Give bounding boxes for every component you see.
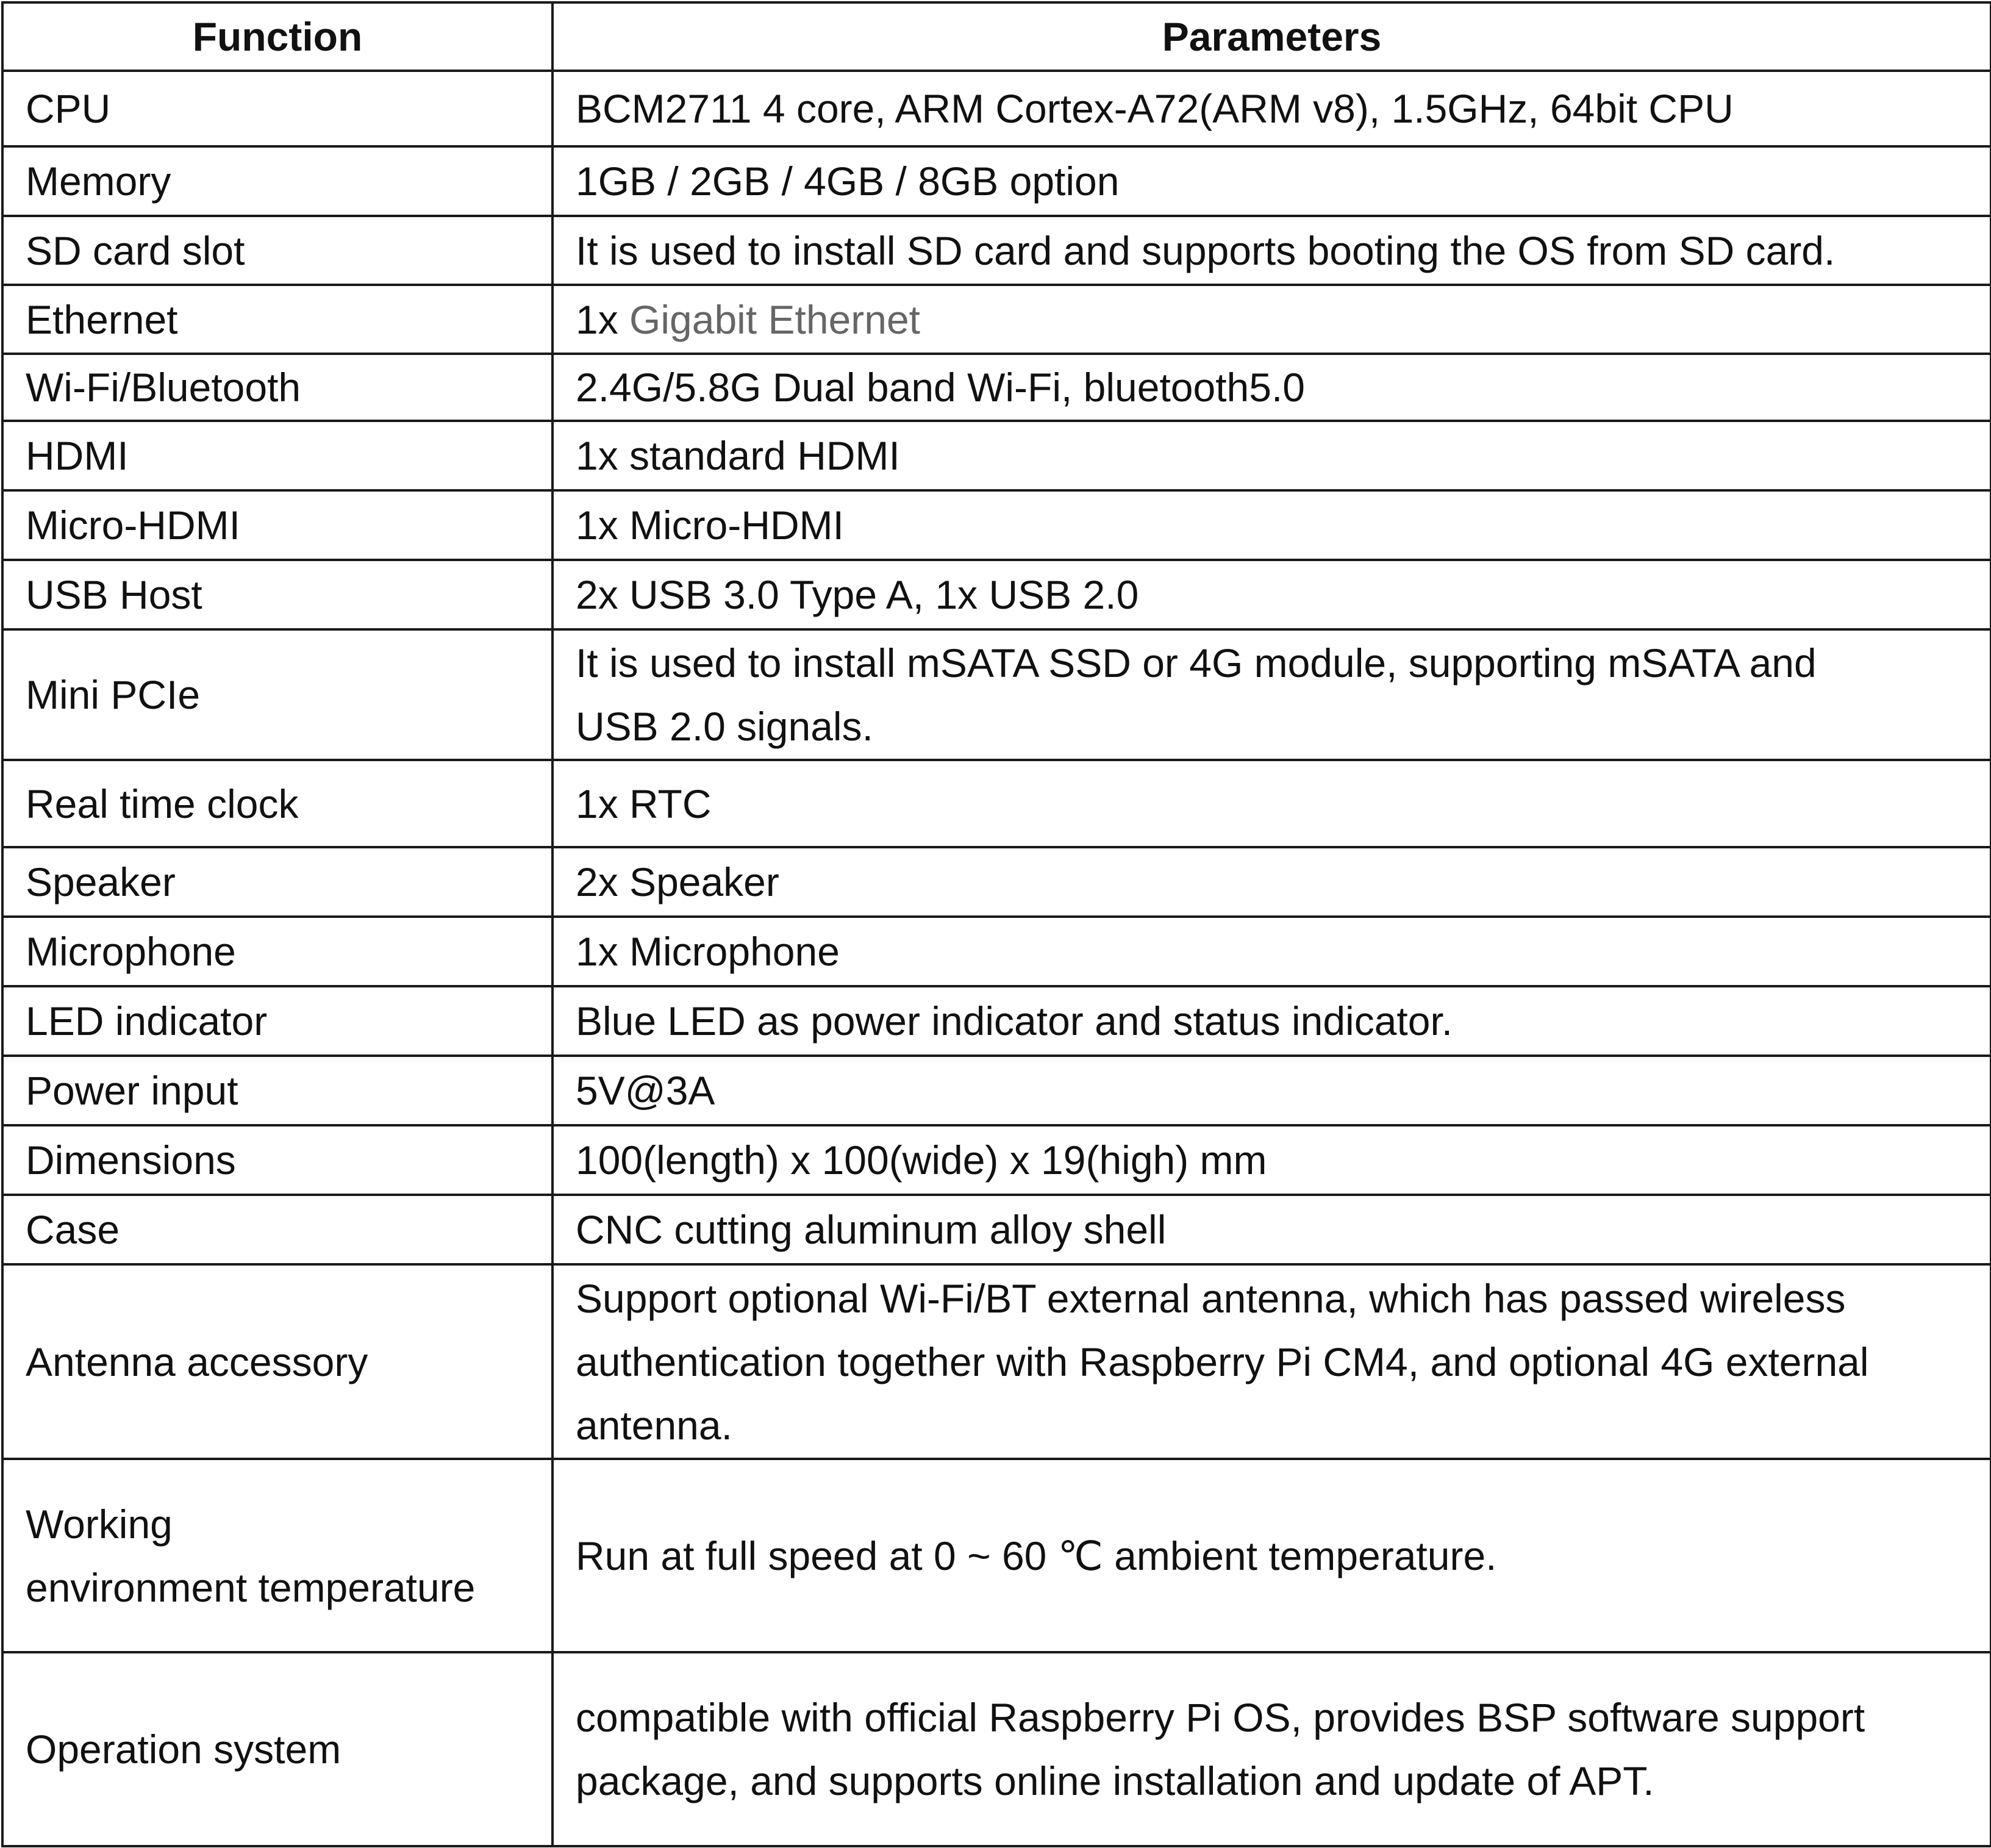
parameters-cell: 100(length) x 100(wide) x 19(high) mm: [552, 1125, 1991, 1195]
parameters-line: It is used to install mSATA SSD or 4G module, supporting mSATA and: [576, 640, 1817, 686]
table-row: [2, 1195, 1991, 1264]
table-row: [2, 285, 1991, 354]
gigabit-ethernet-text: Gigabit Ethernet: [629, 296, 920, 342]
table-header-row: [2, 2, 1991, 71]
parameters-line: antenna.: [576, 1402, 732, 1448]
function-cell: Wi-Fi/Bluetooth: [2, 354, 552, 421]
header-function: Function: [2, 2, 552, 71]
table-row: [2, 560, 1991, 629]
function-cell: Ethernet: [2, 285, 552, 354]
function-cell: Speaker: [2, 847, 552, 917]
parameters-line: Support optional Wi-Fi/BT external antenna, which has passed wireless: [576, 1275, 1846, 1321]
function-cell: Operation system: [2, 1652, 552, 1846]
function-line: environment temperature: [26, 1564, 476, 1610]
function-line: Working: [26, 1501, 173, 1547]
parameters-cell: 2x USB 3.0 Type A, 1x USB 2.0: [552, 560, 1991, 629]
table-row: [2, 1652, 1991, 1846]
parameters-cell: 1x Microphone: [552, 917, 1991, 986]
function-cell: HDMI: [2, 421, 552, 490]
function-cell: Dimensions: [2, 1125, 552, 1195]
table-row: [2, 490, 1991, 560]
function-cell: Memory: [2, 146, 552, 216]
parameters-prefix: 1x: [576, 296, 630, 342]
parameters-cell: CNC cutting aluminum alloy shell: [552, 1195, 1991, 1264]
parameters-cell: 2.4G/5.8G Dual band Wi-Fi, bluetooth5.0: [552, 354, 1991, 421]
table-row: [2, 1459, 1991, 1652]
parameters-cell: 5V@3A: [552, 1056, 1991, 1125]
table-row: [2, 847, 1991, 917]
function-cell: USB Host: [2, 560, 552, 629]
parameters-cell: Blue LED as power indicator and status indicator.: [552, 986, 1991, 1056]
table-row: [2, 1056, 1991, 1125]
parameters-cell: [552, 1652, 1991, 1846]
table-row: [2, 629, 1991, 760]
parameters-cell: 1x Micro-HDMI: [552, 490, 1991, 560]
table-row: [2, 354, 1991, 421]
function-cell: Power input: [2, 1056, 552, 1125]
function-cell: Antenna accessory: [2, 1264, 552, 1459]
function-cell: Case: [2, 1195, 552, 1264]
function-cell: Mini PCIe: [2, 629, 552, 760]
parameters-cell: 1x standard HDMI: [552, 421, 1991, 490]
function-cell: [2, 1459, 552, 1652]
function-cell: CPU: [2, 71, 552, 146]
parameters-cell: [552, 629, 1991, 760]
parameters-cell: It is used to install SD card and supports booting the OS from SD card.: [552, 216, 1991, 285]
table-row: [2, 917, 1991, 986]
table-row: [2, 216, 1991, 285]
parameters-cell: 2x Speaker: [552, 847, 1991, 917]
parameters-cell: 1GB / 2GB / 4GB / 8GB option: [552, 146, 1991, 216]
header-parameters: Parameters: [552, 2, 1991, 71]
function-cell: Real time clock: [2, 760, 552, 847]
parameters-line: package, and supports online installation and update of APT.: [576, 1758, 1654, 1803]
table-row: [2, 421, 1991, 490]
function-cell: SD card slot: [2, 216, 552, 285]
table-row: [2, 986, 1991, 1056]
table-row: [2, 760, 1991, 847]
function-cell: Microphone: [2, 917, 552, 986]
function-cell: LED indicator: [2, 986, 552, 1056]
parameters-cell: BCM2711 4 core, ARM Cortex-A72(ARM v8), 1.5GHz, 64bit CPU: [552, 71, 1991, 146]
parameters-line: authentication together with Raspberry Pi CM4, and optional 4G external: [576, 1339, 1869, 1384]
function-cell: Micro-HDMI: [2, 490, 552, 560]
parameters-cell: [552, 285, 1991, 354]
table-row: [2, 146, 1991, 216]
spec-table: [1, 1, 1991, 1847]
table-row: [2, 1125, 1991, 1195]
table-row: [2, 1264, 1991, 1459]
parameters-line: compatible with official Raspberry Pi OS, provides BSP software support: [576, 1695, 1865, 1740]
parameters-cell: [552, 1264, 1991, 1459]
table-row: [2, 71, 1991, 146]
parameters-cell: Run at full speed at 0 ~ 60 ℃ ambient temperature.: [552, 1459, 1991, 1652]
parameters-line: USB 2.0 signals.: [576, 704, 873, 749]
parameters-cell: 1x RTC: [552, 760, 1991, 847]
